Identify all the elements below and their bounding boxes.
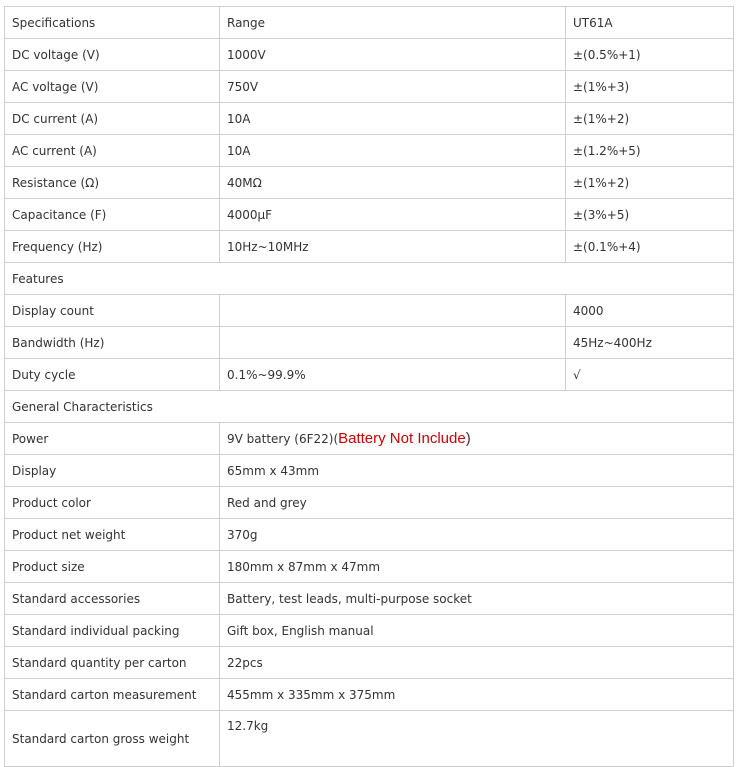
specifications-table: [4, 6, 734, 767]
spec-accuracy: ±(1%+3): [566, 71, 734, 103]
spec-accuracy: ±(1%+2): [566, 167, 734, 199]
spec-accuracy: ±(1%+2): [566, 103, 734, 135]
header-cell: Specifications: [5, 7, 220, 39]
table-row: [5, 615, 734, 647]
spec-label: Resistance (Ω): [5, 167, 220, 199]
header-cell: Range: [220, 7, 566, 39]
general-value: Gift box, English manual: [220, 615, 734, 647]
spec-label: Capacitance (F): [5, 199, 220, 231]
general-label: Power: [5, 423, 220, 455]
feature-value: √: [566, 359, 734, 391]
table-row: [5, 199, 734, 231]
feature-range: 0.1%~99.9%: [220, 359, 566, 391]
spec-label: AC voltage (V): [5, 71, 220, 103]
table-row: [5, 103, 734, 135]
spec-accuracy: ±(0.1%+4): [566, 231, 734, 263]
general-value: 12.7kg: [220, 711, 734, 767]
feature-value: 4000: [566, 295, 734, 327]
general-label: Standard quantity per carton: [5, 647, 220, 679]
spec-range: 750V: [220, 71, 566, 103]
table-row: [5, 295, 734, 327]
general-value: 22pcs: [220, 647, 734, 679]
table-row: [5, 359, 734, 391]
general-label: Standard carton measurement: [5, 679, 220, 711]
power-text: 9V battery (6F22)(: [227, 432, 339, 446]
table-row: [5, 551, 734, 583]
general-value: Battery, test leads, multi-purpose socket: [220, 583, 734, 615]
table-row: [5, 455, 734, 487]
table-row: [5, 167, 734, 199]
section-row-general: [5, 391, 734, 423]
table-row: [5, 679, 734, 711]
header-cell: UT61A: [566, 7, 734, 39]
table-row: [5, 135, 734, 167]
spec-label: AC current (A): [5, 135, 220, 167]
table-row: [5, 583, 734, 615]
general-value: 370g: [220, 519, 734, 551]
feature-value: 45Hz~400Hz: [566, 327, 734, 359]
table-row: [5, 647, 734, 679]
spec-range: 10Hz~10MHz: [220, 231, 566, 263]
section-title: Features: [5, 263, 734, 295]
general-label: Product color: [5, 487, 220, 519]
general-value: 180mm x 87mm x 47mm: [220, 551, 734, 583]
spec-accuracy: ±(0.5%+1): [566, 39, 734, 71]
general-value: 65mm x 43mm: [220, 455, 734, 487]
table-row: [5, 519, 734, 551]
feature-label: Display count: [5, 295, 220, 327]
table-row: [5, 71, 734, 103]
spec-range: 10A: [220, 103, 566, 135]
table-row: [5, 39, 734, 71]
table-row: [5, 327, 734, 359]
spec-label: DC current (A): [5, 103, 220, 135]
feature-range: [220, 295, 566, 327]
table-row: [5, 423, 734, 455]
feature-label: Duty cycle: [5, 359, 220, 391]
general-label: Product net weight: [5, 519, 220, 551]
table-row: [5, 487, 734, 519]
general-value: 455mm x 335mm x 375mm: [220, 679, 734, 711]
table-row: [5, 711, 734, 767]
general-value: Red and grey: [220, 487, 734, 519]
general-label: Display: [5, 455, 220, 487]
spec-accuracy: ±(1.2%+5): [566, 135, 734, 167]
spec-range: 40MΩ: [220, 167, 566, 199]
power-close-paren: ): [465, 430, 471, 447]
general-label: Product size: [5, 551, 220, 583]
table-header-row: [5, 7, 734, 39]
general-label: Standard individual packing: [5, 615, 220, 647]
power-value: [220, 423, 734, 455]
general-label: Standard accessories: [5, 583, 220, 615]
spec-accuracy: ±(3%+5): [566, 199, 734, 231]
spec-label: DC voltage (V): [5, 39, 220, 71]
feature-label: Bandwidth (Hz): [5, 327, 220, 359]
feature-range: [220, 327, 566, 359]
battery-note: Battery Not Include: [338, 430, 466, 447]
spec-range: 1000V: [220, 39, 566, 71]
spec-label: Frequency (Hz): [5, 231, 220, 263]
spec-range: 10A: [220, 135, 566, 167]
table-row: [5, 231, 734, 263]
spec-range: 4000μF: [220, 199, 566, 231]
general-label: Standard carton gross weight: [5, 711, 220, 767]
section-title: General Characteristics: [5, 391, 734, 423]
section-row-features: [5, 263, 734, 295]
